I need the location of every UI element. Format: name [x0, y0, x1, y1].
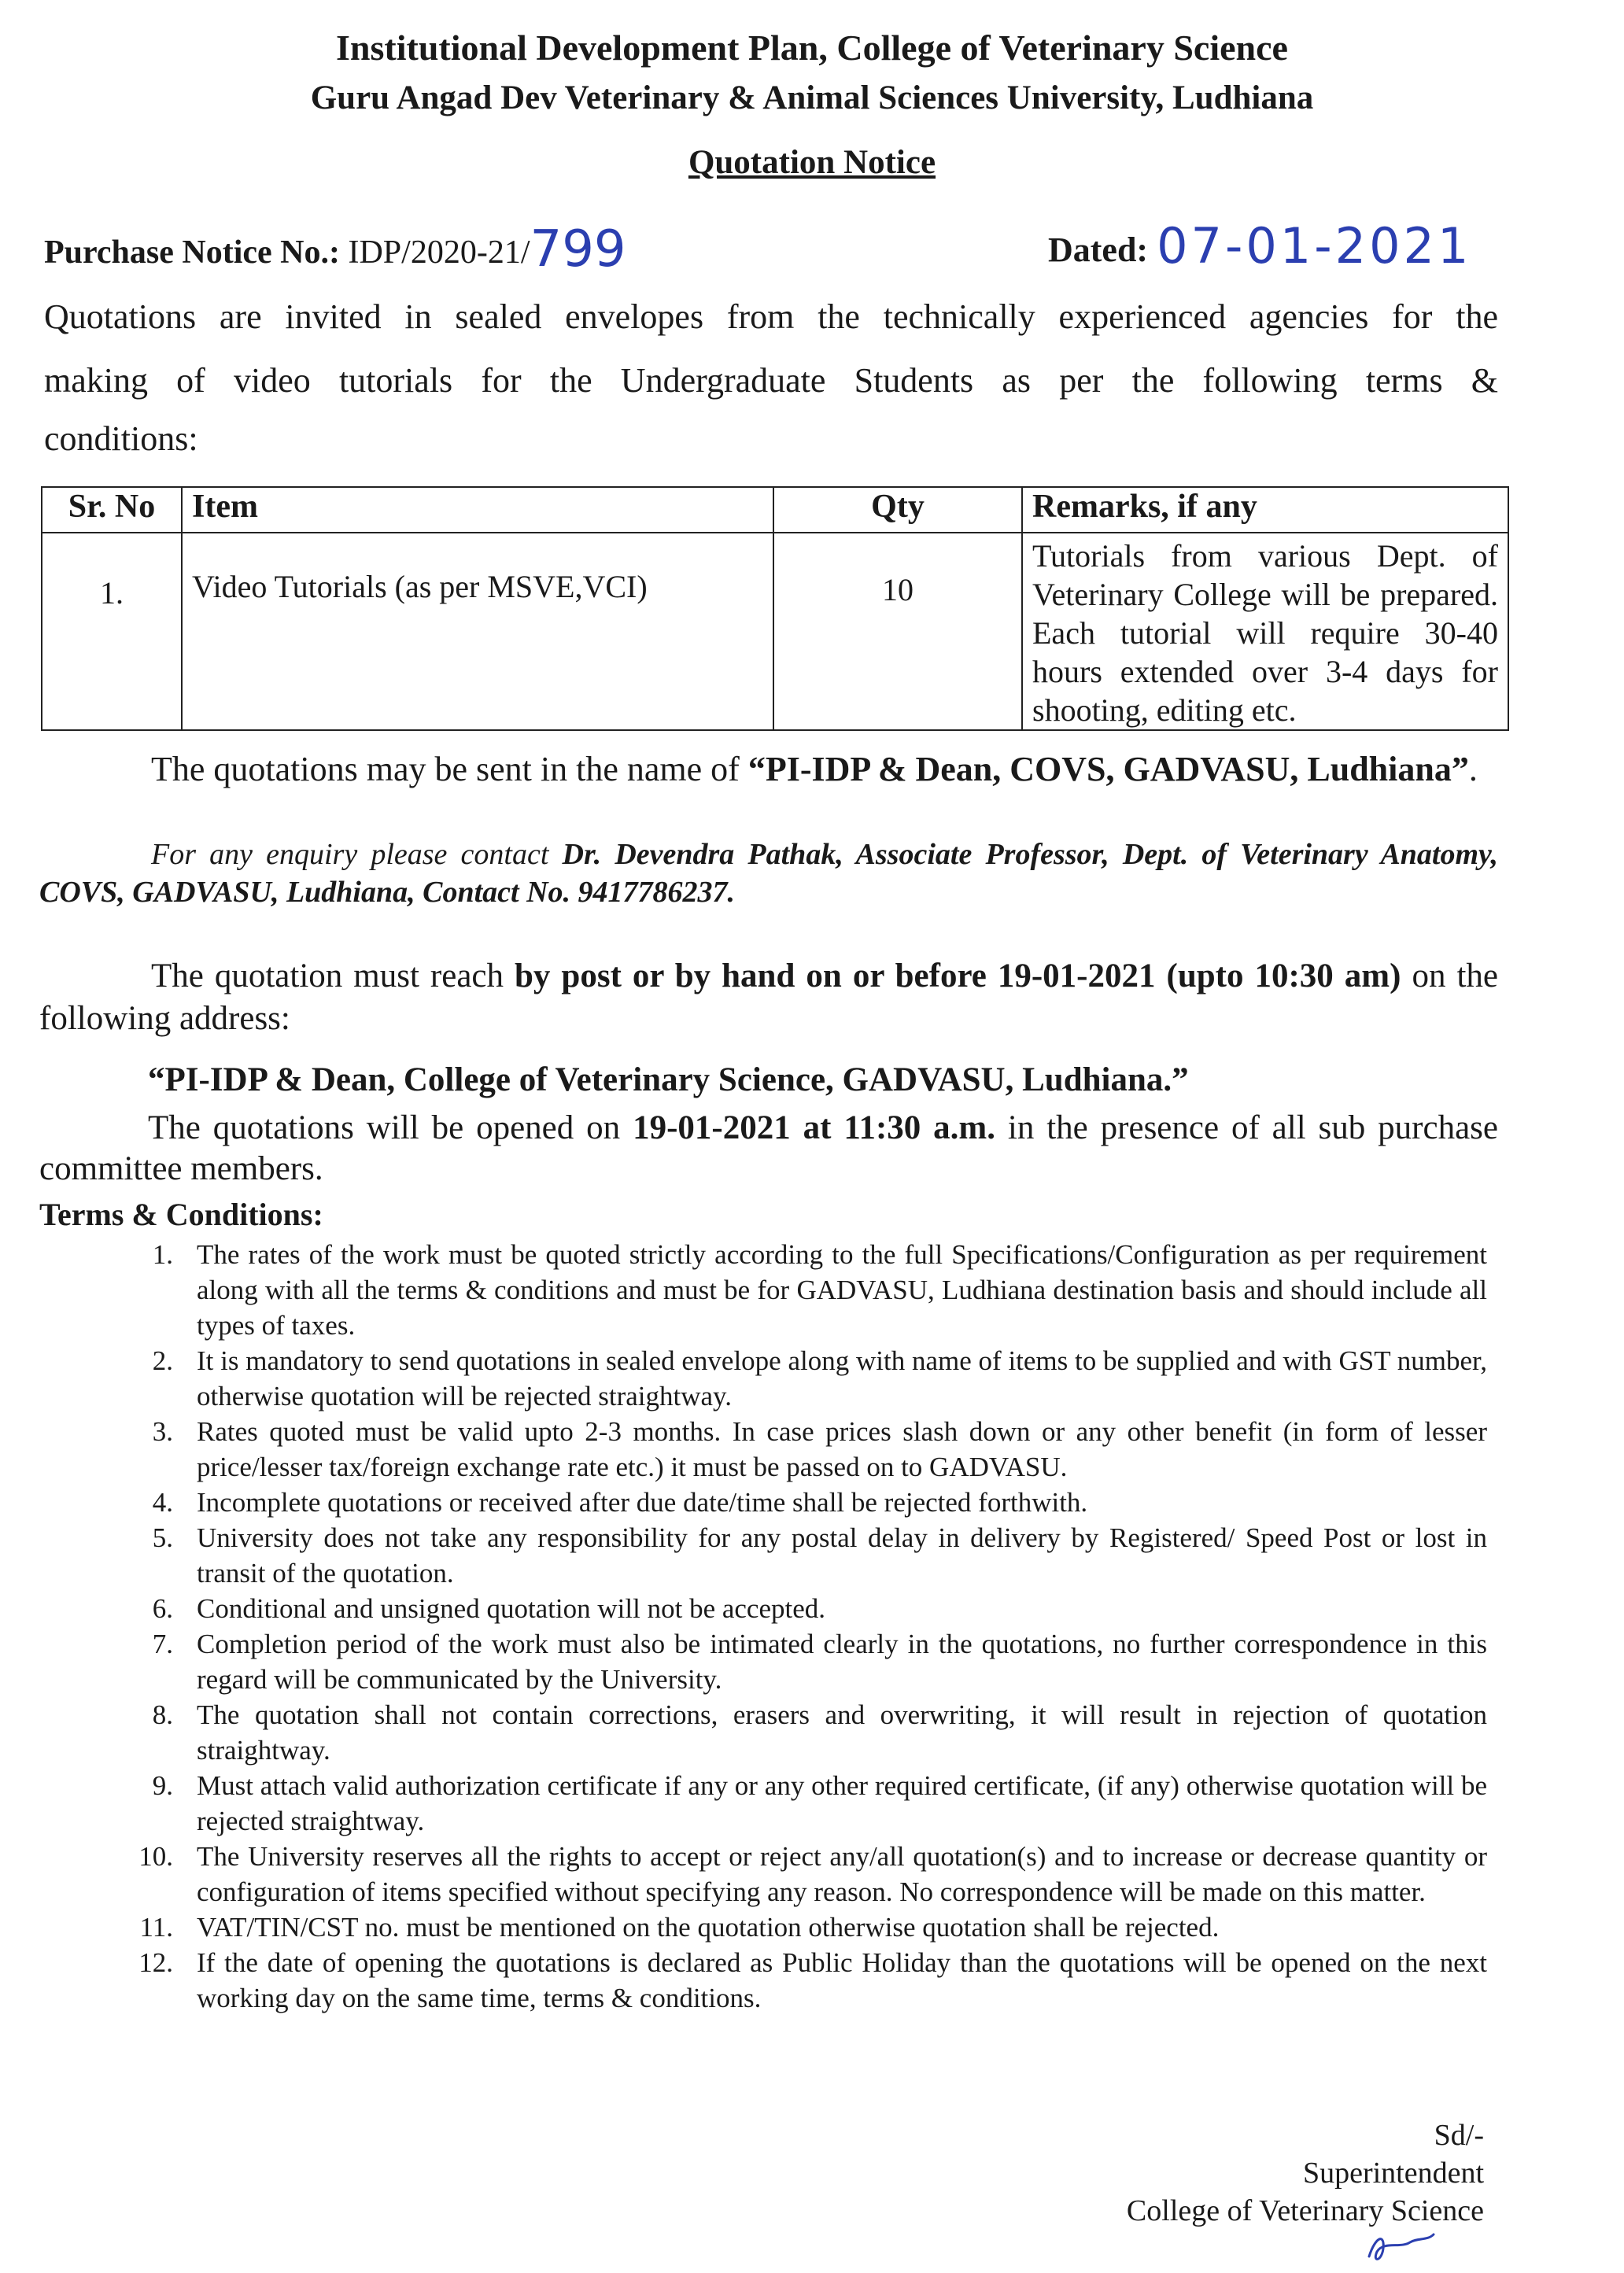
list-item: 2. It is mandatory to send quotations in sealed envelope along with name of items to be supplied and with GST number, otherwise quotation will be rejected straightway. — [152, 1345, 1487, 1411]
enquiry-paragraph — [39, 836, 1498, 911]
cell-sr-no: 1. — [42, 533, 182, 730]
cell-item: Video Tutorials (as per MSVE,VCI) — [182, 533, 773, 730]
cell-remarks: Tutorials from various Dept. of Veterinary College will be prepared. Each tutorial will require 30-40 hours extended over 3-4 days for shooting, editing etc. — [1022, 533, 1508, 730]
list-item: 10. The University reserves all the rights to accept or reject any/all quotation(s) and to increase or decrease quantity or configuration of items specified without specifying any reason. No correspondence will be made on this matter. — [138, 1841, 1487, 1907]
intro-line-3: conditions: — [44, 419, 198, 458]
quotation-name-bold: “PI-IDP & Dean, COVS, GADVASU, Ludhiana” — [747, 750, 1469, 788]
opening-bold: 19-01-2021 at 11:30 a.m. — [633, 1109, 995, 1146]
items-table — [41, 486, 1509, 731]
signature-designation: Superintendent — [1302, 2157, 1484, 2190]
handwritten-signature-icon — [1361, 2225, 1440, 2268]
header-sr-no: Sr. No — [42, 487, 182, 533]
intro-line-1: Quotations are invited in sealed envelopes from the technically experienced agencies for the — [44, 297, 1498, 336]
intro-line-2: making of video tutorials for the Undergraduate Students as per the following terms & — [44, 361, 1498, 400]
list-item: 3. Rates quoted must be valid upto 2-3 months. In case prices slash down or any other benefit (in form of lesser price/lesser tax/foreign exchange rate etc.) it must be passed on to GADVASU. — [152, 1416, 1487, 1482]
reach-end: on the following address: — [39, 958, 1498, 1037]
list-item: 4. Incomplete quotations or received after due date/time shall be rejected forthwith. — [152, 1487, 1088, 1518]
list-item: 5. University does not take any responsibility for any postal delay in delivery by Registered/ Speed Post or lost in transit of the quotation. — [152, 1522, 1487, 1589]
list-item: 12. If the date of opening the quotations is declared as Public Holiday than the quotations will be opened on the next working day on the same time, terms & conditions. — [138, 1947, 1487, 2013]
purchase-notice-label: Purchase Notice No.: — [44, 234, 340, 271]
quotation-name-end: . — [1468, 750, 1478, 788]
purchase-notice-handwritten-number: 799 — [530, 220, 626, 279]
signature-block — [1127, 2116, 1484, 2230]
terms-list — [134, 1237, 1487, 2016]
list-item: 7. Completion period of the work must also be intimated clearly in the quotations, no further correspondence in this regard will be communicated by the University. — [152, 1629, 1487, 1695]
signature-office: College of Veterinary Science — [1126, 2194, 1484, 2227]
dated-handwritten: 07-01-2021 — [1157, 217, 1472, 275]
dated-label: Dated: — [1048, 231, 1149, 269]
purchase-notice-number — [44, 220, 626, 279]
purchase-notice-prefix: IDP/2020-21/ — [348, 234, 530, 271]
reach-paragraph — [39, 955, 1498, 1040]
opening-end: in the presence of all sub purchase committee members. — [39, 1109, 1498, 1187]
terms-heading: Terms & Conditions: — [39, 1197, 323, 1232]
list-item: 9. Must attach valid authorization certificate if any or any other required certificate, (if any) otherwise quotation will be rejected straightway. — [152, 1770, 1487, 1836]
signature-sd: Sd/- — [1434, 2119, 1484, 2152]
university-title: Guru Angad Dev Veterinary & Animal Sciences University, Ludhiana — [310, 79, 1314, 116]
quotation-name-paragraph — [41, 747, 1498, 791]
institution-title: Institutional Development Plan, College of Veterinary Science — [336, 28, 1288, 68]
list-item: 8. The quotation shall not contain corrections, erasers and overwriting, it will result in rejection of quotation straightway. — [152, 1699, 1487, 1766]
header-remarks: Remarks, if any — [1022, 487, 1508, 533]
notice-title: Quotation Notice — [688, 144, 936, 181]
reach-text: The quotation must reach — [151, 958, 515, 994]
cell-qty: 10 — [773, 533, 1022, 730]
enquiry-text: For any enquiry please contact — [151, 838, 563, 871]
header-qty: Qty — [773, 487, 1022, 533]
list-item: 1. The rates of the work must be quoted strictly according to the full Specifications/Configuration as per requirement along with all the terms & conditions and must be for GADVASU, Ludhiana destination basis and should include all types of taxes. — [152, 1239, 1487, 1341]
table-row — [42, 533, 1508, 730]
delivery-address: “PI-IDP & Dean, College of Veterinary Science, GADVASU, Ludhiana.” — [148, 1061, 1189, 1098]
notice-date — [1048, 217, 1471, 275]
opening-paragraph — [39, 1108, 1498, 1190]
reach-bold: by post or by hand on or before 19-01-2021 (upto 10:30 am) — [515, 958, 1401, 994]
enquiry-contact-bold: Dr. Devendra Pathak, Associate Professor, Dept. of Veterinary Anatomy, COVS, GADVASU, Ludhiana, Contact No. 9417786237. — [39, 838, 1498, 909]
table-header-row — [42, 487, 1508, 533]
list-item: 6. Conditional and unsigned quotation will not be accepted. — [152, 1593, 826, 1624]
quotation-name-text: The quotations may be sent in the name of — [151, 750, 748, 788]
header-item: Item — [182, 487, 773, 533]
list-item: 11. VAT/TIN/CST no. must be mentioned on the quotation otherwise quotation shall be rejected. — [139, 1912, 1220, 1943]
opening-text: The quotations will be opened on — [148, 1109, 633, 1146]
